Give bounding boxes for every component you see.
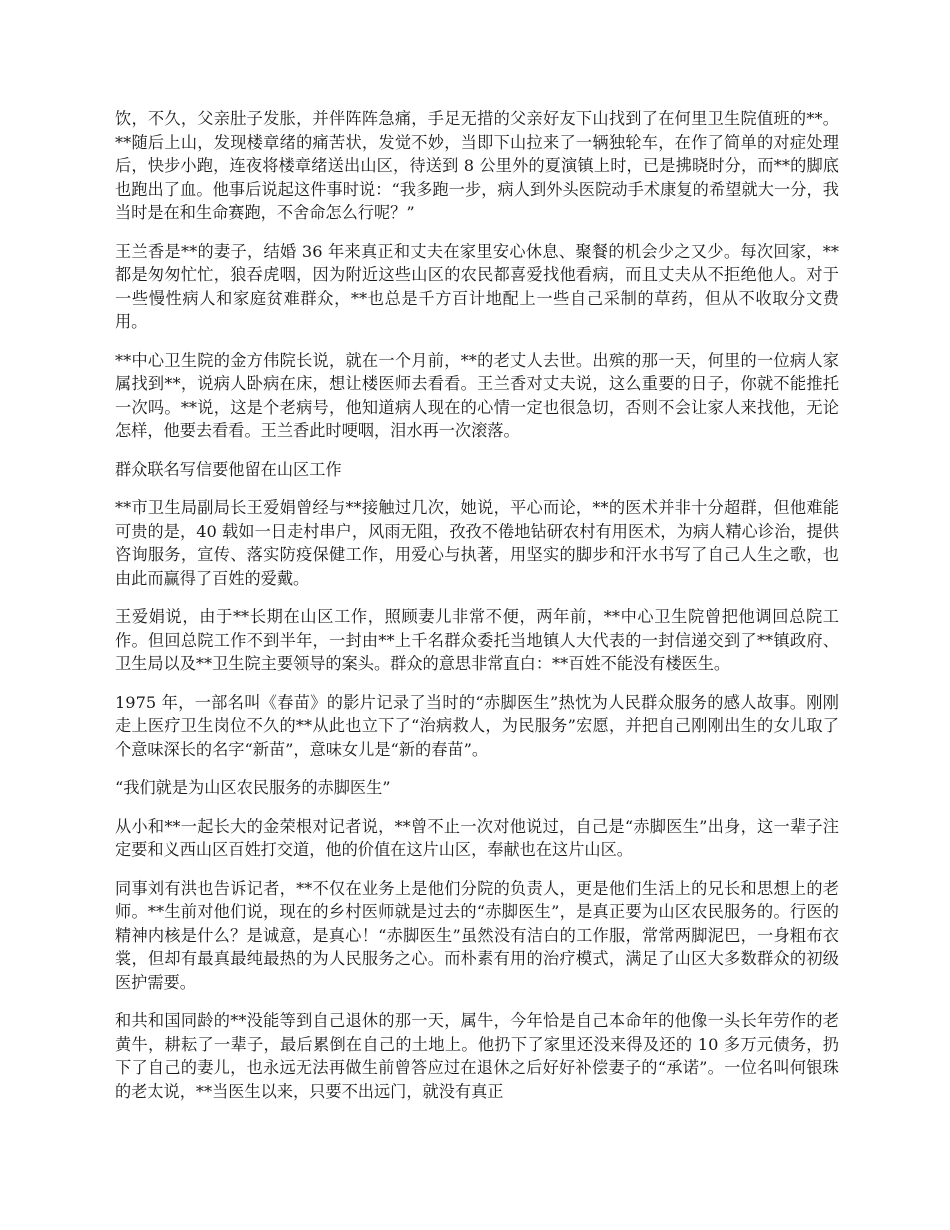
paragraph-5: 王爱娟说，由于**长期在山区工作，照顾妻儿非常不便，两年前，**中心卫生院曾把他调回总院工作。但回总院工作不到半年，一封由**上千名群众委托当地镇人大代表的一封信递交到了**镇政府、卫生局以及**卫生院主要领导的案头。群众的意思非常直白：**百姓不能没有楼医生。 xyxy=(115,607,839,673)
paragraph-2: 王兰香是**的妻子，结婚 36 年来真正和丈夫在家里安心休息、聚餐的机会少之又少。每次回家，**都是匆匆忙忙，狼吞虎咽，因为附近这些山区的农民都喜爱找他看病，而且丈夫从不拒绝他人。对于一些慢性病人和家庭贫难群众，**也总是千方百计地配上一些自己采制的草药，但从不收取分文费用。 xyxy=(115,241,839,331)
section-heading-1: 群众联名写信要他留在山区工作 xyxy=(115,459,342,479)
paragraph-6: 1975 年，一部名叫《春苗》的影片记录了当时的“赤脚医生”热忱为人民群众服务的感人故事。刚刚走上医疗卫生岗位不久的**从此也立下了“治病救人，为民服务”宏愿，并把自己刚刚出生的女儿取了个意味深长的名字“新苗”，意味女儿是“新的春苗”。 xyxy=(115,692,839,759)
paragraph-3: **中心卫生院的金方伟院长说，就在一个月前，**的老丈人去世。出殡的那一天，何里的一位病人家属找到**，说病人卧病在床，想让楼医师去看看。王兰香对丈夫说，这么重要的日子，你就不能推托一次吗。**说，这是个老病号，他知道病人现在的心情一定也很急切，否则不会让家人来找他，无论怎样，他要去看看。王兰香此时哽咽，泪水再一次滚落。 xyxy=(115,350,839,440)
section-heading-2: “我们就是为山区农民服务的赤脚医生” xyxy=(115,778,391,797)
paragraph-7: 从小和**一起长大的金荣根对记者说，**曾不止一次对他说过，自己是“赤脚医生”出身，这一辈子注定要和义西山区百姓打交道，他的价值在这片山区，奉献也在这片山区。 xyxy=(115,816,839,859)
paragraph-4: **市卫生局副局长王爱娟曾经与**接触过几次，她说，平心而论，**的医术并非十分超群，但他难能可贵的是，40 载如一日走村串户，风雨无阻，孜孜不倦地钻研农村有用医术，为病人精心诊治，提供咨询服务，宣传、落实防疫保健工作，用爱心与执著，用坚实的脚步和汗水书写了自己人生之歌，也由此而赢得了百姓的爱戴。 xyxy=(115,498,839,588)
paragraph-1: 饮，不久，父亲肚子发胀，并伴阵阵急痛，手足无措的父亲好友下山找到了在何里卫生院值班的**。**随后上山，发现楼章绪的痛苦状，发觉不妙，当即下山拉来了一辆独轮车，在作了简单的对症处理后，快步小跑，连夜将楼章绪送出山区，待送到 8 公里外的夏演镇上时，已是拂晓时分，而**的脚底也跑出了血。他事后说起这件事时说：“我多跑一步，病人到外头医院动手术康复的希望就大一分，我当时是在和生命赛跑，不舍命怎么行呢？” xyxy=(115,109,839,222)
paragraph-8: 同事刘有洪也告诉记者，**不仅在业务上是他们分院的负责人，更是他们生活上的兄长和思想上的老师。**生前对他们说，现在的乡村医师就是过去的“赤脚医生”，是真正要为山区农民服务的。行医的精神内核是什么？是诚意，是真心！“赤脚医生”虽然没有洁白的工作服，常常两脚泥巴，一身粗布衣裳，但却有最真最纯最热的为人民服务之心。而朴素有用的治疗模式，满足了山区大多数群众的初级医护需要。 xyxy=(115,878,839,992)
document-page xyxy=(115,107,839,1118)
paragraph-9: 和共和国同龄的**没能等到自己退休的那一天，属牛，今年恰是自己本命年的他像一头长年劳作的老黄牛，耕耘了一辈子，最后累倒在自己的土地上。他扔下了家里还没来得及还的 10 多万元债务，扔下了自己的妻儿，也永远无法再做生前曾答应过在退休之后好好补偿妻子的“承诺”。一位名叫何银珠的老太说，**当医生以来，只要不出远门，就没有真正 xyxy=(115,1011,839,1101)
